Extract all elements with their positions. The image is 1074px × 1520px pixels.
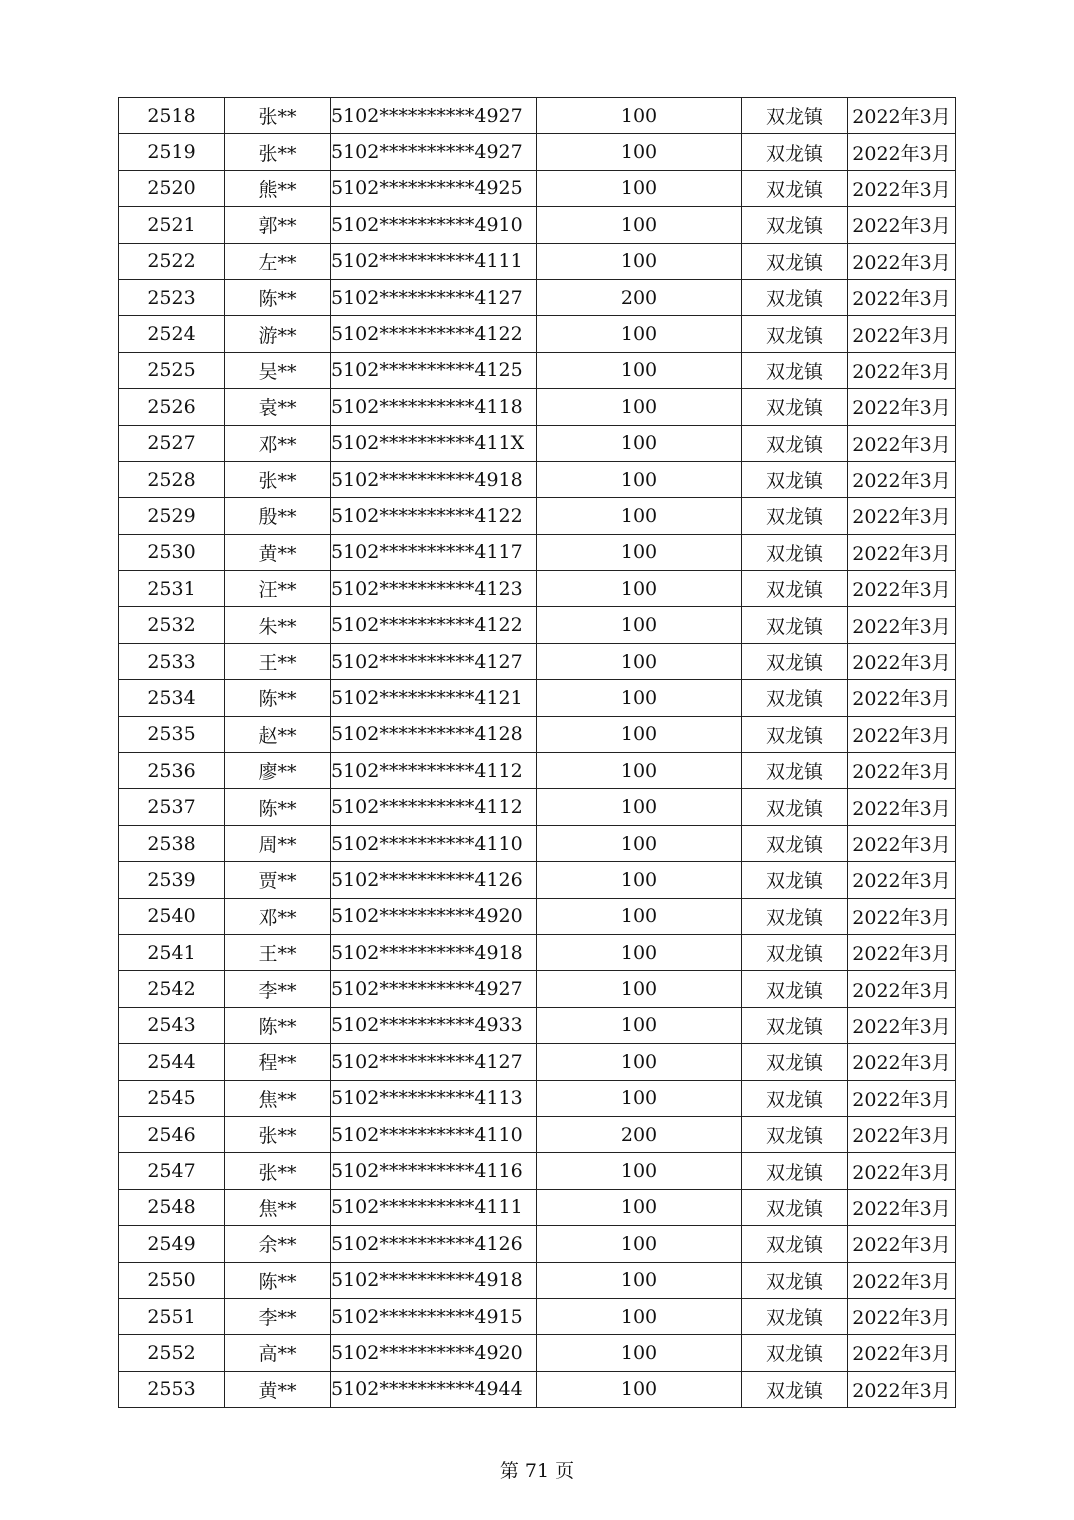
date-cell: 2022年3月: [848, 170, 956, 206]
amount-cell: 100: [537, 425, 742, 461]
name-cell: 游**: [225, 316, 331, 352]
name-cell: 张**: [225, 1116, 331, 1152]
table-row: [119, 1080, 956, 1116]
serial-number-cell: 2539: [119, 862, 225, 898]
id-number-cell: 5102**********4110: [331, 1116, 537, 1152]
date-cell: 2022年3月: [848, 789, 956, 825]
serial-number-cell: 2530: [119, 534, 225, 570]
name-cell: 吴**: [225, 352, 331, 388]
records-table-body: [119, 98, 956, 1408]
table-row: [119, 1226, 956, 1262]
table-row: [119, 825, 956, 861]
date-cell: 2022年3月: [848, 825, 956, 861]
amount-cell: 100: [537, 498, 742, 534]
amount-cell: 100: [537, 243, 742, 279]
name-cell: 张**: [225, 134, 331, 170]
town-cell: 双龙镇: [742, 716, 848, 752]
date-cell: 2022年3月: [848, 98, 956, 134]
name-cell: 陈**: [225, 1007, 331, 1043]
name-cell: 殷**: [225, 498, 331, 534]
date-cell: 2022年3月: [848, 1226, 956, 1262]
serial-number-cell: 2531: [119, 571, 225, 607]
town-cell: 双龙镇: [742, 607, 848, 643]
name-cell: 赵**: [225, 716, 331, 752]
table-row: [119, 425, 956, 461]
name-cell: 贾**: [225, 862, 331, 898]
id-number-cell: 5102**********4111: [331, 1189, 537, 1225]
id-number-cell: 5102**********4927: [331, 134, 537, 170]
id-number-cell: 5102**********4933: [331, 1007, 537, 1043]
town-cell: 双龙镇: [742, 425, 848, 461]
serial-number-cell: 2524: [119, 316, 225, 352]
date-cell: 2022年3月: [848, 716, 956, 752]
table-row: [119, 316, 956, 352]
amount-cell: 100: [537, 571, 742, 607]
town-cell: 双龙镇: [742, 1189, 848, 1225]
date-cell: 2022年3月: [848, 1298, 956, 1334]
town-cell: 双龙镇: [742, 753, 848, 789]
town-cell: 双龙镇: [742, 1116, 848, 1152]
id-number-cell: 5102**********4123: [331, 571, 537, 607]
date-cell: 2022年3月: [848, 1335, 956, 1371]
serial-number-cell: 2535: [119, 716, 225, 752]
records-table: [118, 97, 956, 1408]
date-cell: 2022年3月: [848, 753, 956, 789]
town-cell: 双龙镇: [742, 680, 848, 716]
serial-number-cell: 2522: [119, 243, 225, 279]
amount-cell: 100: [537, 789, 742, 825]
town-cell: 双龙镇: [742, 862, 848, 898]
table-row: [119, 1298, 956, 1334]
table-row: [119, 971, 956, 1007]
date-cell: 2022年3月: [848, 571, 956, 607]
town-cell: 双龙镇: [742, 389, 848, 425]
town-cell: 双龙镇: [742, 134, 848, 170]
town-cell: 双龙镇: [742, 279, 848, 315]
table-row: [119, 534, 956, 570]
id-number-cell: 5102**********4122: [331, 316, 537, 352]
table-row: [119, 498, 956, 534]
date-cell: 2022年3月: [848, 207, 956, 243]
table-row: [119, 716, 956, 752]
id-number-cell: 5102**********4116: [331, 1153, 537, 1189]
serial-number-cell: 2529: [119, 498, 225, 534]
town-cell: 双龙镇: [742, 498, 848, 534]
id-number-cell: 5102**********4110: [331, 825, 537, 861]
date-cell: 2022年3月: [848, 352, 956, 388]
serial-number-cell: 2551: [119, 1298, 225, 1334]
name-cell: 陈**: [225, 789, 331, 825]
amount-cell: 100: [537, 207, 742, 243]
id-number-cell: 5102**********4910: [331, 207, 537, 243]
serial-number-cell: 2548: [119, 1189, 225, 1225]
serial-number-cell: 2518: [119, 98, 225, 134]
serial-number-cell: 2533: [119, 643, 225, 679]
serial-number-cell: 2543: [119, 1007, 225, 1043]
town-cell: 双龙镇: [742, 643, 848, 679]
serial-number-cell: 2526: [119, 389, 225, 425]
serial-number-cell: 2544: [119, 1044, 225, 1080]
name-cell: 焦**: [225, 1080, 331, 1116]
date-cell: 2022年3月: [848, 243, 956, 279]
amount-cell: 100: [537, 1371, 742, 1407]
town-cell: 双龙镇: [742, 1298, 848, 1334]
name-cell: 郭**: [225, 207, 331, 243]
name-cell: 高**: [225, 1335, 331, 1371]
amount-cell: 100: [537, 1262, 742, 1298]
serial-number-cell: 2528: [119, 461, 225, 497]
id-number-cell: 5102**********4113: [331, 1080, 537, 1116]
serial-number-cell: 2540: [119, 898, 225, 934]
date-cell: 2022年3月: [848, 1007, 956, 1043]
date-cell: 2022年3月: [848, 1262, 956, 1298]
amount-cell: 200: [537, 279, 742, 315]
serial-number-cell: 2547: [119, 1153, 225, 1189]
date-cell: 2022年3月: [848, 316, 956, 352]
serial-number-cell: 2552: [119, 1335, 225, 1371]
name-cell: 陈**: [225, 1262, 331, 1298]
serial-number-cell: 2521: [119, 207, 225, 243]
town-cell: 双龙镇: [742, 898, 848, 934]
id-number-cell: 5102**********4118: [331, 389, 537, 425]
town-cell: 双龙镇: [742, 316, 848, 352]
town-cell: 双龙镇: [742, 461, 848, 497]
amount-cell: 100: [537, 825, 742, 861]
amount-cell: 100: [537, 134, 742, 170]
amount-cell: 100: [537, 1080, 742, 1116]
name-cell: 朱**: [225, 607, 331, 643]
name-cell: 陈**: [225, 680, 331, 716]
id-number-cell: 5102**********4112: [331, 753, 537, 789]
name-cell: 李**: [225, 1298, 331, 1334]
table-row: [119, 98, 956, 134]
serial-number-cell: 2545: [119, 1080, 225, 1116]
name-cell: 程**: [225, 1044, 331, 1080]
town-cell: 双龙镇: [742, 571, 848, 607]
date-cell: 2022年3月: [848, 898, 956, 934]
amount-cell: 100: [537, 1189, 742, 1225]
table-row: [119, 279, 956, 315]
id-number-cell: 5102**********4918: [331, 1262, 537, 1298]
table-row: [119, 1335, 956, 1371]
id-number-cell: 5102**********4927: [331, 98, 537, 134]
amount-cell: 100: [537, 680, 742, 716]
serial-number-cell: 2549: [119, 1226, 225, 1262]
id-number-cell: 5102**********4127: [331, 279, 537, 315]
name-cell: 黄**: [225, 534, 331, 570]
table-row: [119, 352, 956, 388]
id-number-cell: 5102**********4127: [331, 1044, 537, 1080]
amount-cell: 100: [537, 1226, 742, 1262]
id-number-cell: 5102**********4111: [331, 243, 537, 279]
town-cell: 双龙镇: [742, 352, 848, 388]
id-number-cell: 5102**********4920: [331, 1335, 537, 1371]
id-number-cell: 5102**********4925: [331, 170, 537, 206]
name-cell: 袁**: [225, 389, 331, 425]
id-number-cell: 5102**********4126: [331, 862, 537, 898]
table-row: [119, 207, 956, 243]
serial-number-cell: 2537: [119, 789, 225, 825]
amount-cell: 200: [537, 1116, 742, 1152]
table-row: [119, 134, 956, 170]
name-cell: 熊**: [225, 170, 331, 206]
serial-number-cell: 2519: [119, 134, 225, 170]
name-cell: 陈**: [225, 279, 331, 315]
amount-cell: 100: [537, 1335, 742, 1371]
date-cell: 2022年3月: [848, 1044, 956, 1080]
table-row: [119, 898, 956, 934]
name-cell: 黄**: [225, 1371, 331, 1407]
id-number-cell: 5102**********4122: [331, 498, 537, 534]
page-number: 第 71 页: [499, 1460, 575, 1482]
amount-cell: 100: [537, 607, 742, 643]
name-cell: 邓**: [225, 425, 331, 461]
name-cell: 余**: [225, 1226, 331, 1262]
amount-cell: 100: [537, 461, 742, 497]
amount-cell: 100: [537, 98, 742, 134]
town-cell: 双龙镇: [742, 1153, 848, 1189]
date-cell: 2022年3月: [848, 134, 956, 170]
town-cell: 双龙镇: [742, 1371, 848, 1407]
date-cell: 2022年3月: [848, 425, 956, 461]
amount-cell: 100: [537, 352, 742, 388]
table-row: [119, 1371, 956, 1407]
table-row: [119, 680, 956, 716]
amount-cell: 100: [537, 898, 742, 934]
serial-number-cell: 2546: [119, 1116, 225, 1152]
serial-number-cell: 2536: [119, 753, 225, 789]
serial-number-cell: 2532: [119, 607, 225, 643]
table-row: [119, 1189, 956, 1225]
amount-cell: 100: [537, 1153, 742, 1189]
name-cell: 王**: [225, 934, 331, 970]
town-cell: 双龙镇: [742, 98, 848, 134]
name-cell: 周**: [225, 825, 331, 861]
id-number-cell: 5102**********4918: [331, 934, 537, 970]
name-cell: 焦**: [225, 1189, 331, 1225]
amount-cell: 100: [537, 716, 742, 752]
town-cell: 双龙镇: [742, 207, 848, 243]
amount-cell: 100: [537, 389, 742, 425]
table-row: [119, 1262, 956, 1298]
serial-number-cell: 2553: [119, 1371, 225, 1407]
name-cell: 王**: [225, 643, 331, 679]
serial-number-cell: 2520: [119, 170, 225, 206]
serial-number-cell: 2534: [119, 680, 225, 716]
id-number-cell: 5102**********4920: [331, 898, 537, 934]
id-number-cell: 5102**********4121: [331, 680, 537, 716]
date-cell: 2022年3月: [848, 461, 956, 497]
id-number-cell: 5102**********4915: [331, 1298, 537, 1334]
town-cell: 双龙镇: [742, 243, 848, 279]
name-cell: 张**: [225, 461, 331, 497]
amount-cell: 100: [537, 643, 742, 679]
amount-cell: 100: [537, 1298, 742, 1334]
amount-cell: 100: [537, 753, 742, 789]
id-number-cell: 5102**********4127: [331, 643, 537, 679]
amount-cell: 100: [537, 1044, 742, 1080]
date-cell: 2022年3月: [848, 862, 956, 898]
name-cell: 李**: [225, 971, 331, 1007]
date-cell: 2022年3月: [848, 534, 956, 570]
serial-number-cell: 2541: [119, 934, 225, 970]
date-cell: 2022年3月: [848, 1189, 956, 1225]
date-cell: 2022年3月: [848, 971, 956, 1007]
date-cell: 2022年3月: [848, 1153, 956, 1189]
town-cell: 双龙镇: [742, 1044, 848, 1080]
town-cell: 双龙镇: [742, 1080, 848, 1116]
table-row: [119, 170, 956, 206]
amount-cell: 100: [537, 170, 742, 206]
name-cell: 张**: [225, 98, 331, 134]
id-number-cell: 5102**********4125: [331, 352, 537, 388]
serial-number-cell: 2525: [119, 352, 225, 388]
id-number-cell: 5102**********4927: [331, 971, 537, 1007]
date-cell: 2022年3月: [848, 643, 956, 679]
id-number-cell: 5102**********4112: [331, 789, 537, 825]
table-row: [119, 934, 956, 970]
amount-cell: 100: [537, 316, 742, 352]
table-row: [119, 753, 956, 789]
town-cell: 双龙镇: [742, 1335, 848, 1371]
date-cell: 2022年3月: [848, 680, 956, 716]
town-cell: 双龙镇: [742, 1262, 848, 1298]
date-cell: 2022年3月: [848, 934, 956, 970]
table-row: [119, 789, 956, 825]
town-cell: 双龙镇: [742, 170, 848, 206]
serial-number-cell: 2542: [119, 971, 225, 1007]
name-cell: 汪**: [225, 571, 331, 607]
name-cell: 张**: [225, 1153, 331, 1189]
id-number-cell: 5102**********4117: [331, 534, 537, 570]
table-row: [119, 1044, 956, 1080]
town-cell: 双龙镇: [742, 789, 848, 825]
town-cell: 双龙镇: [742, 934, 848, 970]
name-cell: 左**: [225, 243, 331, 279]
serial-number-cell: 2523: [119, 279, 225, 315]
town-cell: 双龙镇: [742, 825, 848, 861]
town-cell: 双龙镇: [742, 1226, 848, 1262]
table-row: [119, 1116, 956, 1152]
date-cell: 2022年3月: [848, 1080, 956, 1116]
table-row: [119, 643, 956, 679]
table-row: [119, 461, 956, 497]
date-cell: 2022年3月: [848, 1116, 956, 1152]
serial-number-cell: 2527: [119, 425, 225, 461]
date-cell: 2022年3月: [848, 279, 956, 315]
town-cell: 双龙镇: [742, 1007, 848, 1043]
amount-cell: 100: [537, 1007, 742, 1043]
table-row: [119, 607, 956, 643]
date-cell: 2022年3月: [848, 498, 956, 534]
amount-cell: 100: [537, 934, 742, 970]
town-cell: 双龙镇: [742, 534, 848, 570]
id-number-cell: 5102**********4128: [331, 716, 537, 752]
town-cell: 双龙镇: [742, 971, 848, 1007]
table-row: [119, 571, 956, 607]
date-cell: 2022年3月: [848, 1371, 956, 1407]
date-cell: 2022年3月: [848, 607, 956, 643]
serial-number-cell: 2538: [119, 825, 225, 861]
serial-number-cell: 2550: [119, 1262, 225, 1298]
table-row: [119, 1153, 956, 1189]
table-row: [119, 389, 956, 425]
date-cell: 2022年3月: [848, 389, 956, 425]
name-cell: 廖**: [225, 753, 331, 789]
table-row: [119, 862, 956, 898]
amount-cell: 100: [537, 862, 742, 898]
id-number-cell: 5102**********4122: [331, 607, 537, 643]
id-number-cell: 5102**********4918: [331, 461, 537, 497]
amount-cell: 100: [537, 534, 742, 570]
table-row: [119, 1007, 956, 1043]
id-number-cell: 5102**********4126: [331, 1226, 537, 1262]
id-number-cell: 5102**********4944: [331, 1371, 537, 1407]
name-cell: 邓**: [225, 898, 331, 934]
table-row: [119, 243, 956, 279]
amount-cell: 100: [537, 971, 742, 1007]
id-number-cell: 5102**********411X: [331, 425, 537, 461]
